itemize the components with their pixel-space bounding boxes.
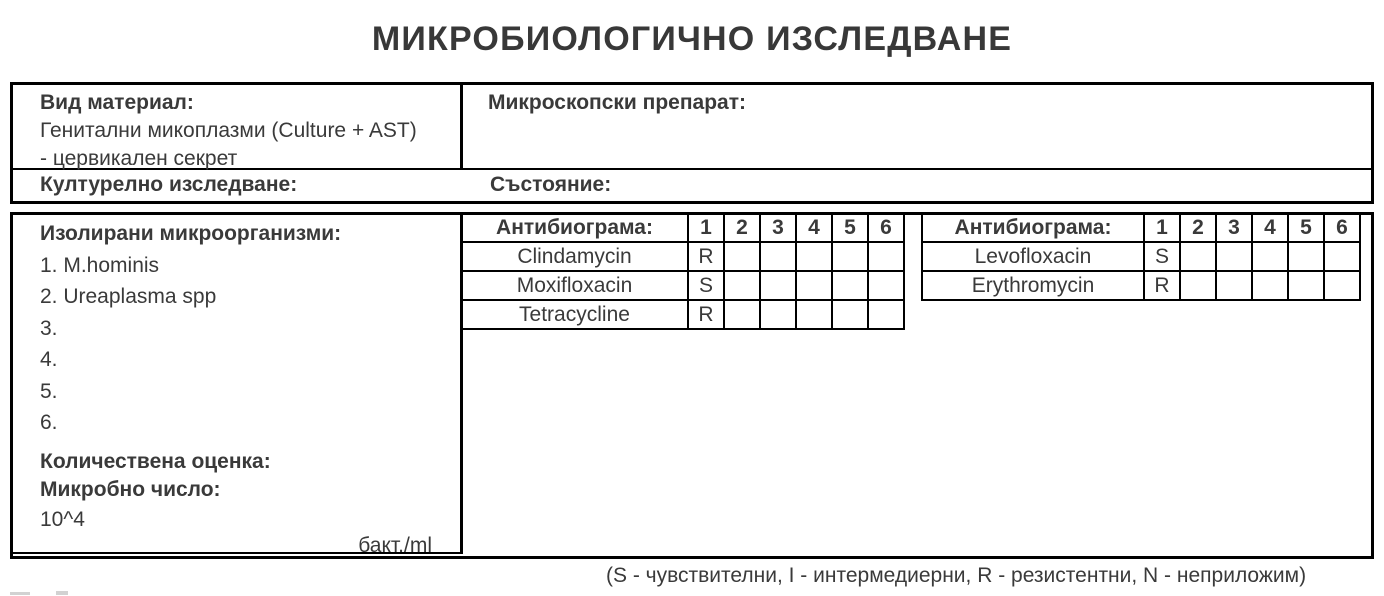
antibiotic-row xyxy=(922,271,1360,300)
susceptibility-value xyxy=(1252,271,1288,300)
column-header: 6 xyxy=(1324,213,1360,242)
culture-row xyxy=(13,170,1371,199)
specimen-cell xyxy=(13,85,463,168)
susceptibility-legend: (S - чувствителни, I - интермедиерни, R - резистентни, N - неприложим) xyxy=(606,564,1307,587)
organism-item: 6. xyxy=(40,411,58,434)
susceptibility-value xyxy=(1324,242,1360,271)
susceptibility-value xyxy=(1252,242,1288,271)
susceptibility-value xyxy=(1288,242,1324,271)
organism-item: 4. xyxy=(40,348,58,371)
antibiotic-name: Clindamycin xyxy=(461,242,688,271)
antibiotic-name: Levofloxacin xyxy=(922,242,1144,271)
susceptibility-value: R xyxy=(688,242,724,271)
organism-item: 5. xyxy=(40,379,58,403)
cutoff-text-artifact xyxy=(56,591,68,595)
susceptibility-value xyxy=(1288,271,1324,300)
column-header: 3 xyxy=(760,213,796,242)
susceptibility-value: R xyxy=(1144,271,1180,300)
column-header: 1 xyxy=(1144,213,1180,242)
isolated-label: Изолирани микроорганизми: xyxy=(40,222,342,245)
susceptibility-value xyxy=(868,300,904,329)
antibiogram-table-1 xyxy=(460,212,905,330)
susceptibility-value: S xyxy=(688,271,724,300)
header-table xyxy=(10,82,1374,204)
column-header: 4 xyxy=(1252,213,1288,242)
column-header: 6 xyxy=(868,213,904,242)
specimen-label: Вид материал: xyxy=(40,91,194,114)
susceptibility-value xyxy=(1216,242,1252,271)
susceptibility-value: R xyxy=(688,300,724,329)
results-section xyxy=(10,212,1374,559)
antibiogram-table-2 xyxy=(921,212,1361,301)
susceptibility-value xyxy=(724,242,760,271)
page-title: МИКРОБИОЛОГИЧНО ИЗСЛЕДВАНЕ xyxy=(371,20,1013,58)
antibiotic-name: Moxifloxacin xyxy=(461,271,688,300)
antibiotic-name: Tetracycline xyxy=(461,300,688,329)
antibiogram-label: Антибиограма: xyxy=(922,213,1144,242)
susceptibility-value xyxy=(1324,271,1360,300)
column-header: 5 xyxy=(1288,213,1324,242)
susceptibility-value xyxy=(760,271,796,300)
isolated-organisms-cell xyxy=(13,215,463,557)
microbial-count-unit: бакт./ml xyxy=(358,533,432,557)
column-header: 5 xyxy=(832,213,868,242)
column-header: 2 xyxy=(724,213,760,242)
susceptibility-value xyxy=(868,271,904,300)
column-header: 2 xyxy=(1180,213,1216,242)
microbial-count-value: 10^4 xyxy=(40,507,85,531)
susceptibility-value xyxy=(832,271,868,300)
organism-item: 3. xyxy=(40,316,58,340)
antibiotic-row xyxy=(461,271,904,300)
column-header: 3 xyxy=(1216,213,1252,242)
susceptibility-value xyxy=(868,242,904,271)
antibiogram-label: Антибиограма: xyxy=(461,213,688,242)
susceptibility-value xyxy=(796,300,832,329)
susceptibility-value xyxy=(760,242,796,271)
culture-label: Културелно изследване: xyxy=(40,173,298,196)
quantitative-label: Количествена оценка: xyxy=(40,449,271,473)
susceptibility-value xyxy=(1180,242,1216,271)
microscopy-label: Микроскопски препарат: xyxy=(488,91,746,114)
specimen-line2: - цервикален секрет xyxy=(40,147,238,170)
susceptibility-value xyxy=(724,271,760,300)
spacer xyxy=(40,439,460,447)
antibiotic-name: Erythromycin xyxy=(922,271,1144,300)
organism-item: 1. M.hominis xyxy=(40,253,160,277)
microscopy-cell xyxy=(463,85,1371,168)
susceptibility-value xyxy=(760,300,796,329)
susceptibility-value xyxy=(832,300,868,329)
susceptibility-value xyxy=(832,242,868,271)
column-header: 1 xyxy=(688,213,724,242)
susceptibility-value: S xyxy=(1144,242,1180,271)
antibiogram-header-row xyxy=(461,213,904,242)
antibiogram-header-row xyxy=(922,213,1360,242)
specimen-line1: Генитални микоплазми (Culture + AST) xyxy=(40,119,417,142)
susceptibility-value xyxy=(724,300,760,329)
antibiotic-row xyxy=(461,242,904,271)
specimen-row xyxy=(13,85,1371,170)
organism-item: 2. Ureaplasma spp xyxy=(40,285,217,308)
antibiotic-row xyxy=(461,300,904,329)
column-header: 4 xyxy=(796,213,832,242)
antibiotic-row xyxy=(922,242,1360,271)
susceptibility-value xyxy=(796,242,832,271)
condition-label: Състояние: xyxy=(490,173,612,196)
cutoff-text-artifact xyxy=(10,592,30,595)
susceptibility-value xyxy=(1216,271,1252,300)
susceptibility-value xyxy=(1180,271,1216,300)
microbial-count-label: Микробно число: xyxy=(40,477,221,501)
susceptibility-value xyxy=(796,271,832,300)
